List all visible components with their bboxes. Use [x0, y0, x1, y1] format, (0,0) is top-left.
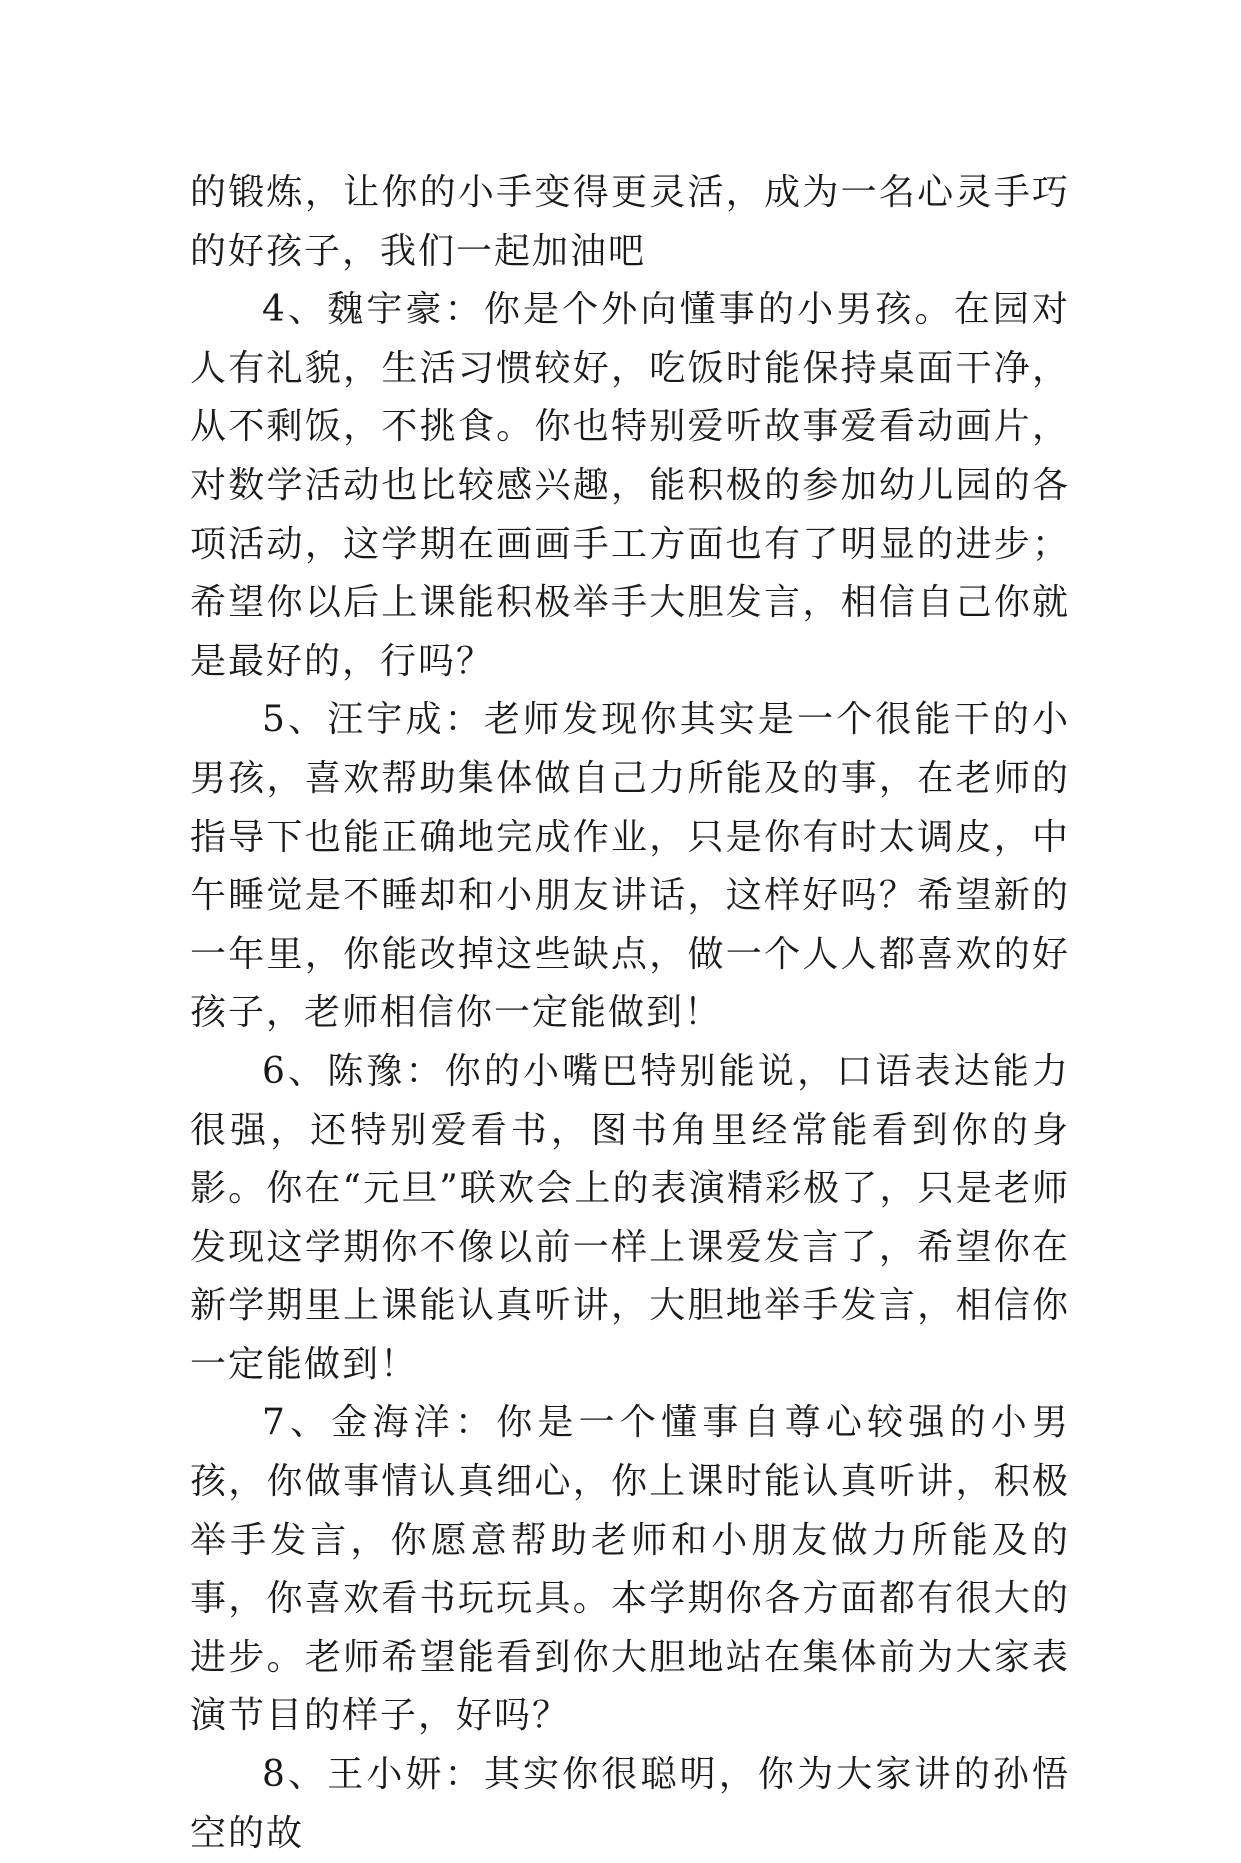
document-body — [190, 164, 1070, 1863]
paragraph-comment-8: 8、王小妍：其实你很聪明，你为大家讲的孙悟空的故 — [190, 1754, 1070, 1854]
paragraph-comment-5: 5、汪宇成：老师发现你其实是一个很能干的小男孩，喜欢帮助集体做自己力所能及的事，在老师的指导下也能正确地完成作业，只是你有时太调皮，中午睡觉是不睡却和小朋友讲话，这样好吗？希望新的一年里，你能改掉这些缺点，做一个人人都喜欢的好孩子，老师相信你一定能做到！ — [190, 699, 1070, 1034]
paragraph-comment-6: 6、陈豫：你的小嘴巴特别能说，口语表达能力很强，还特别爱看书，图书角里经常能看到你的身影。你在“元旦”联欢会上的表演精彩极了，只是老师发现这学期你不像以前一样上课爱发言了，希望你在新学期里上课能认真听讲，大胆地举手发言，相信你一定能做到！ — [190, 1050, 1070, 1385]
paragraph-comment-7: 7、金海洋：你是一个懂事自尊心较强的小男孩，你做事情认真细心，你上课时能认真听讲，积极举手发言，你愿意帮助老师和小朋友做力所能及的事，你喜欢看书玩玩具。本学期你各方面都有很大的进步。老师希望能看到你大胆地站在集体前为大家表演节目的样子，好吗？ — [190, 1402, 1070, 1737]
paragraph-comment-4: 4、魏宇豪：你是个外向懂事的小男孩。在园对人有礼貌，生活习惯较好，吃饭时能保持桌面干净，从不剩饭，不挑食。你也特别爱听故事爱看动画片，对数学活动也比较感兴趣，能积极的参加幼儿园的各项活动，这学期在画画手工方面也有了明显的进步；希望你以后上课能积极举手大胆发言，相信自己你就是最好的，行吗？ — [190, 289, 1070, 682]
paragraph-continuation: 的锻炼，让你的小手变得更灵活，成为一名心灵手巧的好孩子，我们一起加油吧 — [190, 172, 1070, 272]
